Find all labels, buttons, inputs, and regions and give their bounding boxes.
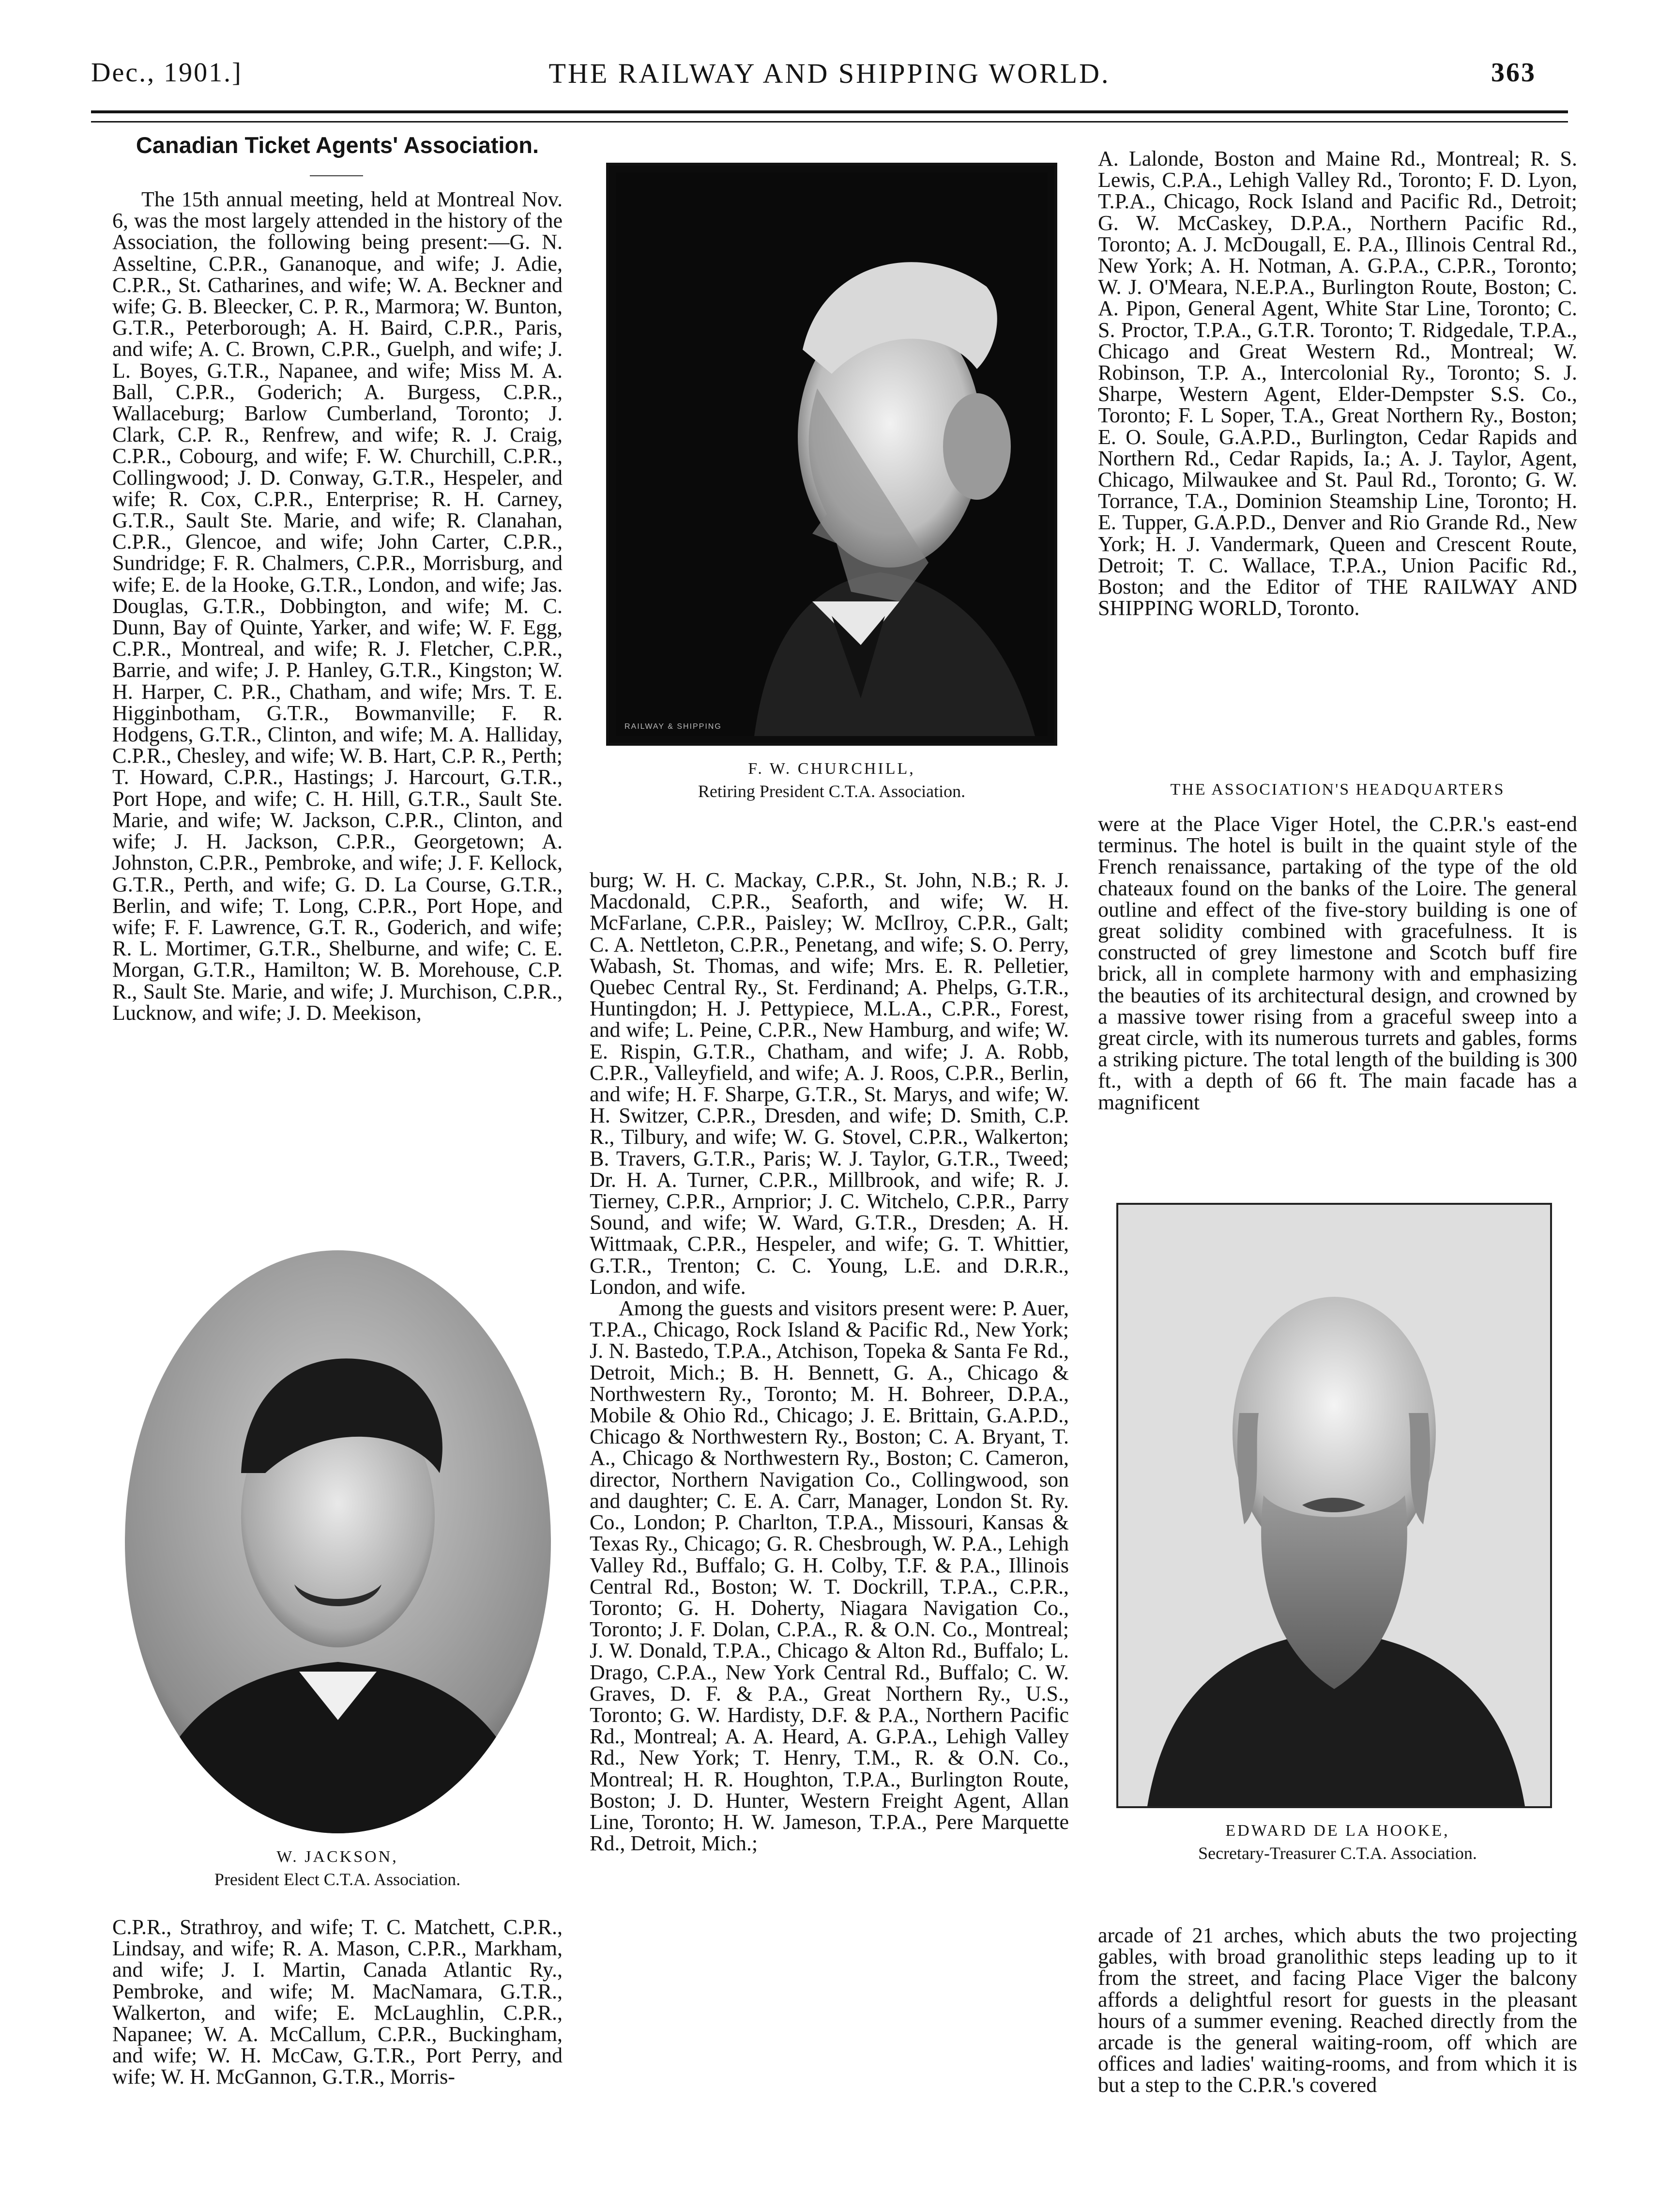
portrait-jackson-image bbox=[120, 1245, 556, 1838]
caption-delahooke bbox=[1098, 1820, 1577, 1864]
attendee-paragraph-continued: burg; W. H. C. Mackay, C.P.R., St. John, N.B.; R. J. Macdonald, C.P.R., Seaforth, and wife; W. H. McFarlane, C.P.R., Paisley; W. McIlroy, C.P.R., Galt; C. A. Nettleton, C.P.R., Penetang, and wife; S. O. Perry, Wabash, St. Thomas, and wife; Mrs. E. R. Pelletier, Quebec Central Ry., St. Ferdinand; A. Phelps, G.T.R., Huntingdon; H. J. Pettypiece, M.L.A., C.P.R., Forest, and wife; L. Peine, C.P.R., New Hamburg, and wife; W. E. Rispin, G.T.R., Chatham, and wife; J. A. Robb, C.P.R., Valleyfield, and wife; A. J. Roos, C.P.R., Berlin, and wife; H. F. Sharpe, G.T.R., St. Marys, and wife; W. H. Switzer, C.P.R., Dresden, and wife; D. Smith, C.P. R., Tilbury, and wife; W. G. Stovel, C.P.R., Walkerton; B. Travers, G.T.R., Paris; W. J. Taylor, G.T.R., Tweed; Dr. H. A. Turner, C.P.R., Millbrook, and wife; R. J. Tierney, C.P.R., Arnprior; J. C. Witchelo, C.P.R., Parry Sound, and wife; W. Ward, G.T.R., Dresden; A. H. Wittmaak, C.P.R., Hespeler, and wife; G. T. Whittier, G.T.R., Trenton; C. C. Young, L.E. and D.R.R., London, and wife. bbox=[590, 870, 1069, 1299]
caption-churchill bbox=[590, 758, 1074, 802]
caption-jackson bbox=[112, 1846, 563, 1890]
journal-title: THE RAILWAY AND SHIPPING WORLD. bbox=[548, 58, 1111, 89]
portrait-delahooke bbox=[1116, 1203, 1552, 1808]
caption-role: President Elect C.T.A. Association. bbox=[214, 1870, 461, 1889]
page-number: 363 bbox=[1491, 58, 1536, 88]
column-1-bottom bbox=[112, 1917, 563, 2149]
subheading-headquarters: THE ASSOCIATION'S HEADQUARTERS bbox=[1170, 781, 1505, 799]
attendee-paragraph: The 15th annual meeting, held at Montreal Nov. 6, was the most largely attended in the history of the Association, the following being present:—G. N. Asseltine, C.P.R., Gananoque, and wife; J. Adie, C.P.R., St. Catharines, and wife; W. A. Beckner and wife; G. B. Bleecker, C. P. R., Marmora; W. Bunton, G.T.R., Peterborough; A. H. Baird, C.P.R., Paris, and wife; A. C. Brown, C.P.R., Guelph, and wife; J. L. Boyes, G.T.R., Napanee, and wife; Miss M. A. Ball, C.P.R., Goderich; A. Burgess, C.P.R., Wallaceburg; Barlow Cumberland, Toronto; J. Clark, C.P. R., Renfrew, and wife; R. J. Craig, C.P.R., Cobourg, and wife; F. W. Churchill, C.P.R., Collingwood; J. D. Conway, G.T.R., Hespeler, and wife; R. Cox, C.P.R., Enterprise; R. H. Carney, G.T.R., Sault Ste. Marie, and wife; R. Clanahan, C.P.R., Glencoe, and wife; John Carter, C.P.R., Sundridge; F. R. Chalmers, C.P.R., Morrisburg, and wife; E. de la Hooke, G.T.R., London, and wife; Jas. Douglas, G.T.R., Dobbington, and wife; M. C. Dunn, Bay of Quinte, Yarker, and wife; W. F. Egg, C.P.R., Montreal, and wife; R. J. Fletcher, C.P.R., Barrie, and wife; J. P. Hanley, G.T.R., Kingston; W. H. Harper, C. P.R., Chatham, and wife; Mrs. T. E. Higginbotham, G.T.R., Bowmanville; F. R. Hodgens, G.T.R., Clinton, and wife; M. A. Halliday, C.P.R., Chesley, and wife; W. B. Hart, C.P. R., Perth; T. Howard, C.P.R., Hastings; J. Harcourt, G.T.R., Port Hope, and wife; C. H. Hill, G.T.R., Sault Ste. Marie, and wife; W. Jackson, C.P.R., Clinton, and wife; J. H. Jackson, C.P.R., Georgetown; A. Johnston, C.P.R., Pembroke, and wife; J. F. Kellock, G.T.R., Perth, and wife; G. D. La Course, G.T.R., Berlin, and wife; T. Long, C.P.R., Port Hope, and wife; F. F. Lawrence, G.T. R., Goderich, and wife; R. L. Mortimer, G.T.R., Shelburne, and wife; C. E. Morgan, G.T.R., Hamilton; W. B. Morehouse, C.P. R., Sault Ste. Marie, and wife; J. Murchison, C.P.R., Lucknow, and wife; J. D. Meekison, bbox=[112, 189, 563, 1025]
caption-role: Retiring President C.T.A. Association. bbox=[698, 782, 966, 801]
issue-date: Dec., 1901.] bbox=[91, 58, 243, 88]
caption-name: W. JACKSON, bbox=[276, 1848, 398, 1866]
article-title: Canadian Ticket Agents' Association. bbox=[136, 132, 539, 158]
column-2 bbox=[590, 870, 1069, 2158]
header-rule-thin bbox=[91, 121, 1568, 123]
portrait-delahooke-image bbox=[1118, 1205, 1550, 1806]
column-3-middle bbox=[1098, 814, 1577, 1175]
title-divider bbox=[310, 175, 363, 176]
column-3-bottom bbox=[1098, 1925, 1577, 2152]
portrait-churchill-image bbox=[609, 166, 1054, 743]
guests-paragraph-continued: A. Lalonde, Boston and Maine Rd., Montreal; R. S. Lewis, C.P.A., Lehigh Valley Rd., Toronto; F. D. Lyon, T.P.A., Chicago, Rock Island and Pacific Rd., Detroit; G. W. McCaskey, D.P.A., Northern Pacific Rd., Toronto; A. J. McDougall, E. P.A., Illinois Central Rd., New York; A. H. Notman, A. G.P.A., C.P.R., Toronto; W. J. O'Meara, N.E.P.A., Burlington Route, Boston; C. A. Pipon, General Agent, White Star Line, Toronto; C. S. Proctor, T.P.A., G.T.R. Toronto; T. Ridgedale, T.P.A., Chicago and Great Western Rd., Montreal; W. Robinson, T.P. A., Intercolonial Ry., Toronto; S. J. Sharpe, Western Agent, Elder-Dempster S.S. Co., Toronto; F. L Soper, T.A., Great Northern Ry., Boston; E. O. Soule, G.A.P.D., Burlington, Cedar Rapids and Northern Rd., Cedar Rapids, Ia.; A. J. Taylor, Agent, Chicago, Milwaukee and St. Paul Rd., Toronto; G. W. Torrance, T.A., Dominion Steamship Line, Toronto; H. E. Tupper, G.A.P.D., Denver and Rio Grande Rd., New York; H. J. Vandermark, Queen and Crescent Route, Detroit; T. C. Wallace, T.P.A., Union Pacific Rd., Boston; and the Editor of THE RAILWAY AND SHIPPING WORLD, Toronto. bbox=[1098, 148, 1577, 620]
column-3-top bbox=[1098, 148, 1577, 769]
guests-paragraph: Among the guests and visitors present were: P. Auer, T.P.A., Chicago, Rock Island & Pacific Rd., New York; J. N. Bastedo, T.P.A., Atchison, Topeka & Santa Fe Rd., Detroit, Mich.; B. H. Bennett, G. A., Chicago & Northwestern Ry., Toronto; M. H. Bohreer, D.P.A., Mobile & Ohio Rd., Chicago; J. E. Brittain, G.A.P.D., Chicago & Northwestern Ry., Boston; C. A. Bryant, T. A., Chicago & Northwestern Ry., Boston; C. Cameron, director, Northern Navigation Co., Collingwood, son and daughter; C. E. A. Carr, Manager, London St. Ry. Co., London; P. Charlton, T.P.A., Missouri, Kansas & Texas Ry., Chicago; G. R. Chesbrough, W. P.A., Lehigh Valley Rd., Buffalo; G. H. Colby, T.F. & P.A., Illinois Central Rd., Boston; W. T. Dockrill, T.P.A., C.P.R., Toronto; G. H. Doherty, Niagara Navigation Co., Toronto; J. F. Dolan, C.P.A., R. & O.N. Co., Montreal; J. W. Donald, T.P.A., Chicago & Alton Rd., Buffalo; L. Drago, C.P.A., New York Central Rd., Buffalo; C. W. Graves, D. F. & P.A., Great Northern Ry., U.S., Toronto; G. W. Hardisty, D.F. & P.A., Northern Pacific Rd., Montreal; A. A. Heard, A. G.P.A., Lehigh Valley Rd., New York; T. Henry, T.M., R. & O.N. Co., Montreal; H. R. Houghton, T.P.A., Burlington Route, Boston; J. D. Hunter, Western Freight Agent, Allan Line, Toronto; H. W. Jameson, T.P.A., Pere Marquette Rd., Detroit, Mich.; bbox=[590, 1296, 1069, 1856]
portrait-jackson bbox=[120, 1245, 556, 1838]
hotel-paragraph-continued: arcade of 21 arches, which abuts the two projecting gables, with broad granolithic steps leading up to it from the street, and facing Place Viger the balcony affords a delightful resort for guests in the pleasant hours of a summer evening. Reached directly from the arcade is the general waiting-room, off which are offices and ladies' waiting-rooms, and from which it is but a step to the C.P.R.'s covered bbox=[1098, 1925, 1577, 2097]
caption-name: EDWARD DE LA HOOKE, bbox=[1225, 1822, 1450, 1840]
column-1-top bbox=[112, 189, 563, 1206]
caption-name: F. W. CHURCHILL, bbox=[748, 760, 915, 778]
header-rule-thick bbox=[91, 110, 1568, 113]
portrait-churchill bbox=[606, 163, 1057, 746]
caption-role: Secretary-Treasurer C.T.A. Association. bbox=[1198, 1843, 1477, 1863]
attendee-paragraph-continued: C.P.R., Strathroy, and wife; T. C. Matchett, C.P.R., Lindsay, and wife; R. A. Mason, C.P.R., Markham, and wife; J. I. Martin, Canada Atlantic Ry., Pembroke, and wife; M. MacNamara, G.T.R., Walkerton, and wife; E. McLaughlin, C.P.R., Napanee; W. A. McCallum, C.P.R., Buckingham, and wife; W. H. McCaw, G.T.R., Port Perry, and wife; W. H. McGannon, G.T.R., Morris- bbox=[112, 1917, 563, 2089]
hotel-paragraph: were at the Place Viger Hotel, the C.P.R.'s east-end terminus. The hotel is built in the quaint style of the French renaissance, partaking of the type of the old chateaux found on the banks of the Loire. The general outline and effect of the five-story building is one of great solidity combined with gracefulness. It is constructed of grey limestone and Scotch buff fire brick, all in complete harmony with and emphasizing the beauties of its architectural design, and crowned by a massive tower rising from a graceful sweep into a great circle, with its numerous turrets and gables, forms a striking picture. The total length of the building is 300 ft., with a depth of 66 ft. The main facade has a magnificent bbox=[1098, 814, 1577, 1114]
page-header bbox=[0, 57, 1659, 106]
photo-credit: RAILWAY & SHIPPING bbox=[624, 722, 722, 731]
